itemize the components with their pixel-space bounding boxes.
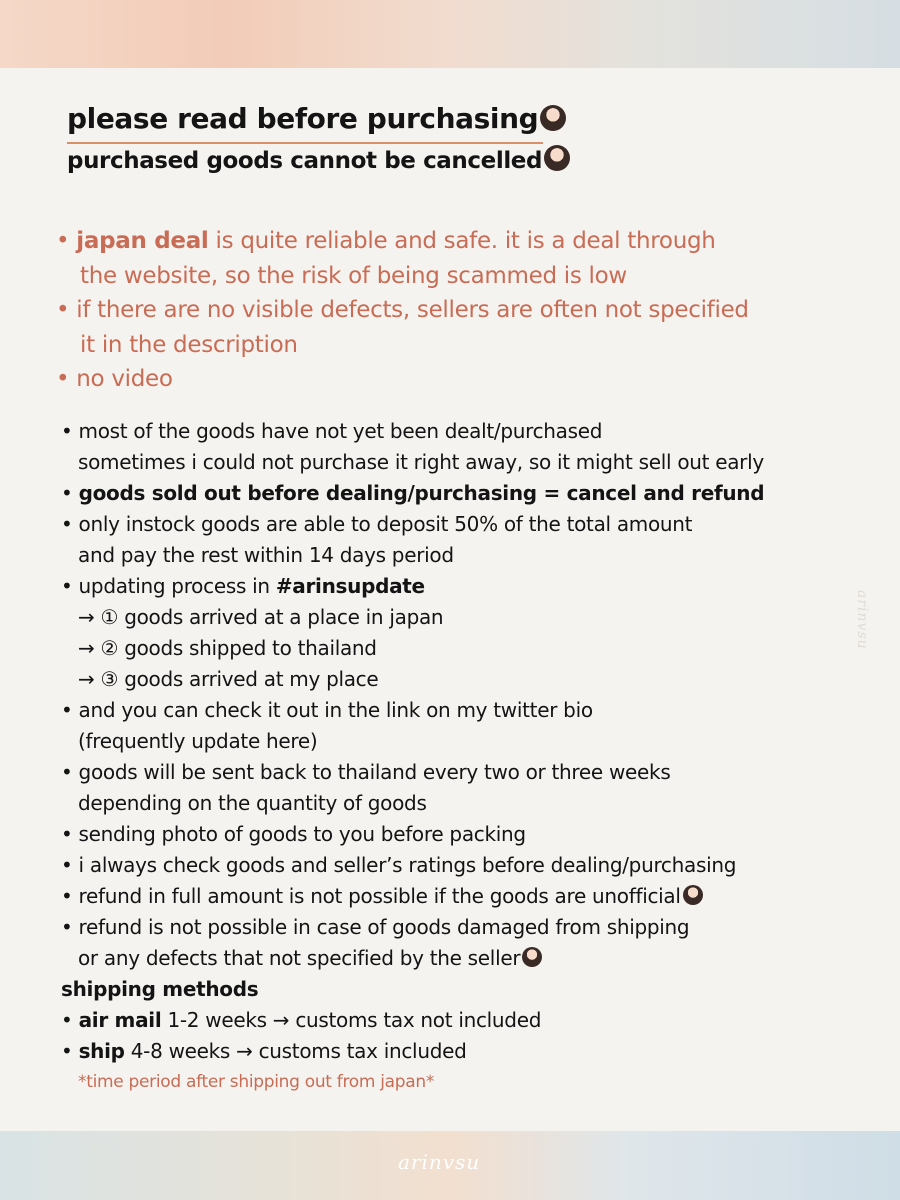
- list-item: [56, 224, 856, 259]
- list-item-text: • updating process in: [61, 574, 276, 598]
- list-item: [61, 571, 881, 602]
- hashtag: #arinsupdate: [275, 574, 425, 598]
- woman-gesturing-no-icon: [683, 885, 703, 905]
- title-underline: [67, 142, 543, 144]
- ship-label: ship: [78, 1039, 125, 1063]
- air-mail-label: air mail: [78, 1008, 162, 1032]
- list-item-text: • refund in full amount is not possible if the goods are unofficial: [61, 884, 681, 908]
- list-item-text: is quite reliable and safe. it is a deal through: [208, 228, 716, 254]
- page-title: [67, 102, 566, 135]
- page-subtitle: [67, 145, 570, 174]
- list-item-continuation: it in the description: [80, 331, 298, 358]
- process-step: → ③ goods arrived at my place: [78, 667, 379, 691]
- bullet: •: [61, 1008, 79, 1032]
- shipping-heading: [61, 974, 881, 1005]
- ship-detail: 4-8 weeks → customs tax included: [124, 1039, 467, 1063]
- subtitle-text: purchased goods cannot be cancelled: [67, 148, 543, 174]
- woman-gesturing-no-icon: [540, 105, 566, 131]
- list-item: • and you can check it out in the link on my twitter bio: [61, 698, 593, 722]
- list-item: [61, 881, 881, 912]
- shipping-heading-text: shipping methods: [61, 977, 259, 1001]
- watermark: arinvsu: [854, 590, 870, 650]
- list-item: • sending photo of goods to you before packing: [61, 822, 526, 846]
- bullet: •: [56, 228, 77, 254]
- list-item-continuation: the website, so the risk of being scammed is low: [80, 262, 627, 289]
- sold-out-rule: goods sold out before dealing/purchasing = cancel and refund: [78, 481, 765, 505]
- list-item-continuation: and pay the rest within 14 days period: [78, 543, 454, 567]
- list-item-continuation: (frequently update here): [78, 729, 318, 753]
- list-item: • only instock goods are able to deposit 50% of the total amount: [61, 512, 693, 536]
- woman-gesturing-no-icon: [544, 145, 570, 171]
- shipping-note: *time period after shipping out from japan*: [78, 1072, 435, 1092]
- process-step: → ② goods shipped to thailand: [78, 636, 377, 660]
- list-item-text: or any defects that not specified by the seller: [78, 946, 521, 970]
- list-item: • refund is not possible in case of goods damaged from shipping: [61, 915, 690, 939]
- title-text: please read before purchasing: [67, 102, 539, 135]
- list-item: • if there are no visible defects, sellers are often not specified: [56, 297, 749, 324]
- shipping-method-air: [61, 1005, 881, 1036]
- bullet: •: [61, 1039, 79, 1063]
- highlight-list: [56, 224, 856, 397]
- japan-deal-label: japan deal: [76, 228, 209, 254]
- woman-gesturing-no-icon: [522, 947, 542, 967]
- bullet: •: [61, 481, 79, 505]
- process-step: → ① goods arrived at a place in japan: [78, 605, 444, 629]
- list-item-continuation: depending on the quantity of goods: [78, 791, 427, 815]
- list-item: • i always check goods and seller’s ratings before dealing/purchasing: [61, 853, 737, 877]
- top-gradient-band: [0, 0, 900, 68]
- list-item: [61, 478, 881, 509]
- list-item: • no video: [56, 366, 173, 393]
- list-item-continuation: sometimes i could not purchase it right away, so it might sell out early: [78, 450, 764, 474]
- shipping-method-ship: [61, 1036, 881, 1067]
- list-item: • goods will be sent back to thailand every two or three weeks: [61, 760, 671, 784]
- signature: arinvsu: [398, 1150, 481, 1174]
- rules-list: [61, 416, 881, 1098]
- list-item-continuation: [61, 943, 881, 974]
- list-item: • most of the goods have not yet been dealt/purchased: [61, 419, 603, 443]
- air-mail-detail: 1-2 weeks → customs tax not included: [161, 1008, 542, 1032]
